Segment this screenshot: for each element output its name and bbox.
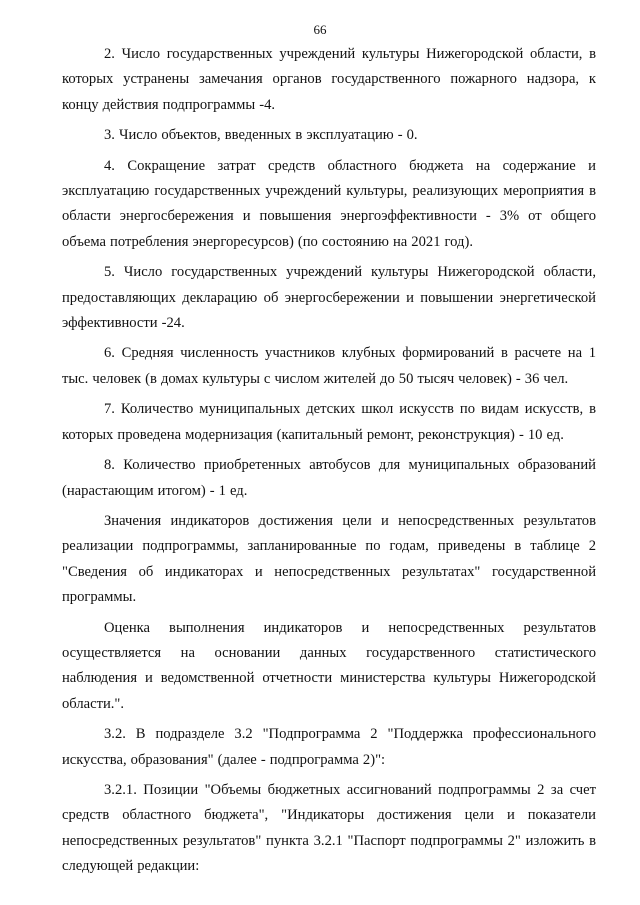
paragraph-indicator-6: 6. Средняя численность участников клубных формирований в расчете на 1 тыс. человек (в домах культуры с числом жителей до 50 тысяч человек) - 36 чел. <box>62 345 596 387</box>
paragraph-indicator-values: Значения индикаторов достижения цели и непосредственных результатов реализации подпрограммы, запланированные по годам, приведены в таблице 2 "Сведения об индикаторах и непосредственных результатах" государственной программы. <box>62 512 596 606</box>
paragraph-section-3-2-1: 3.2.1. Позиции "Объемы бюджетных ассигнований подпрограммы 2 за счет средств областного бюджета", "Индикаторы достижения цели и показатели непосредственных результатов" пункта 3.2.1 "Паспорт подпрограммы 2" изложить в следующей редакции: <box>62 781 596 875</box>
paragraph-indicator-5: 5. Число государственных учреждений культуры Нижегородской области, предоставляющих декларацию об энергосбережении и повышении энергетической эффективности -24. <box>62 264 596 332</box>
page-number: 66 <box>313 22 327 37</box>
paragraph-indicator-7: 7. Количество муниципальных детских школ искусств по видам искусств, в которых проведена модернизация (капитальный ремонт, реконструкция) - 10 ед. <box>62 401 596 443</box>
paragraph-indicator-4: 4. Сокращение затрат средств областного бюджета на содержание и эксплуатацию государственных учреждений культуры, реализующих мероприятия в области энергосбережения и повышения энергоэффективности - 3% от общего объема потребления энергоресурсов) (по состоянию на 2021 год). <box>62 157 596 250</box>
document-body <box>62 42 596 885</box>
paragraph-evaluation: Оценка выполнения индикаторов и непосредственных результатов осуществляется на основании данных государственного статистического наблюдения и ведомственной отчетности министерства культуры Нижегородской области.". <box>62 619 596 712</box>
paragraph-indicator-8: 8. Количество приобретенных автобусов для муниципальных образований (нарастающим итогом) - 1 ед. <box>62 457 596 499</box>
paragraph-section-3-2: 3.2. В подразделе 3.2 "Подпрограмма 2 "Поддержка профессионального искусства, образования" (далее - подпрограмма 2)": <box>62 726 596 768</box>
paragraph-indicator-2: 2. Число государственных учреждений культуры Нижегородской области, в которых устранены замечания органов государственного пожарного надзора, к концу действия подпрограммы -4. <box>62 46 596 113</box>
paragraph-indicator-3: 3. Число объектов, введенных в эксплуатацию - 0. <box>104 127 418 144</box>
